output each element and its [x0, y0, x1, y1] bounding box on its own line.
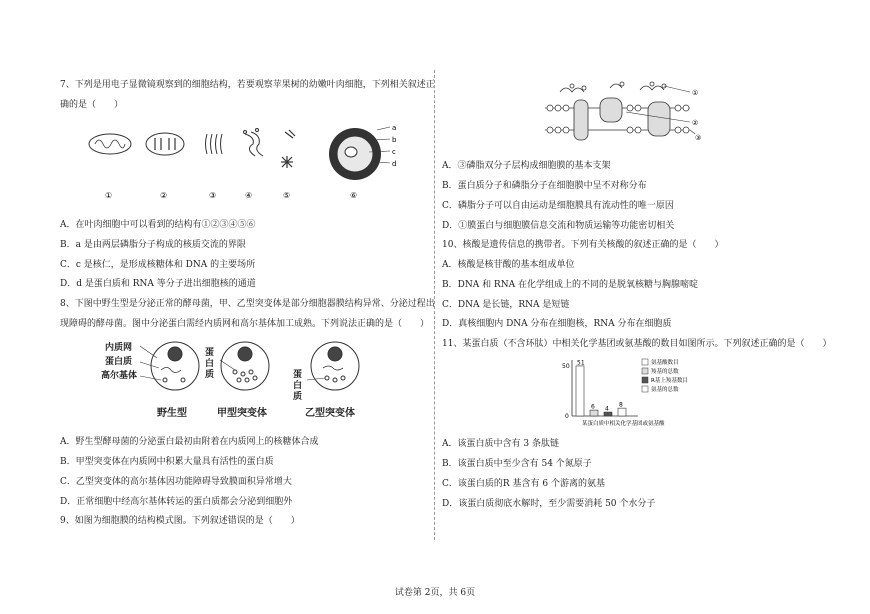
column-divider: [434, 70, 435, 540]
membrane-label-1: ①: [692, 89, 699, 97]
er-shape: [244, 129, 264, 157]
q9-option-d: D．①膜蛋白与细胞膜信息交流和物质运输等功能密切相关: [442, 221, 675, 231]
bar-1: [576, 366, 584, 416]
legend-swatch-3: [642, 377, 648, 383]
label-a: a: [392, 124, 397, 132]
q7-stem-line1: 7、下列是用电子显微镜观察到的细胞结构，若要观察苹果树的幼嫩叶肉细胞，下列相关叙述正: [60, 80, 435, 90]
q10-option-c: C．DNA 是长链，RNA 是短链: [442, 300, 570, 310]
membrane-label-2: ②: [692, 119, 699, 127]
bar-value-label-4: 8: [619, 401, 623, 409]
q11-option-d: D．该蛋白质彻底水解时，至少需要消耗 50 个水分子: [442, 499, 656, 509]
legend-swatch-2: [642, 368, 648, 374]
label-d: d: [392, 160, 397, 168]
fig-golgi-label: 高尔基体: [101, 371, 138, 381]
q8-option-d: D．正常细胞中经高尔基体转运的蛋白质都会分泌到细胞外: [60, 497, 293, 507]
q7-option-b: B．a 是由两层磷脂分子构成的核质交流的界限: [60, 240, 246, 250]
q8-stem-line2: 现障碍的酵母菌。图中分泌蛋白需经内质网和高尔基体加工成熟。下列说法正确的是（ ）: [60, 319, 430, 329]
legend-swatch-1: [642, 359, 648, 365]
q11-option-a: A．该蛋白质中含有 3 条肽链: [442, 439, 559, 449]
q7-organelle-figure: [85, 122, 405, 202]
q9-option-a: A．③磷脂双分子层构成细胞膜的基本支架: [442, 161, 611, 171]
q7-option-c: C．c 是核仁，是形成核糖体和 DNA 的主要场所: [60, 260, 256, 270]
legend-label-2: 羧基的总数: [651, 369, 679, 375]
membrane-proteins: [574, 98, 670, 140]
type-b-cell: [307, 342, 359, 390]
q11-option-c: C．该蛋白质的R 基含有 6 个游离的氨基: [442, 479, 605, 489]
bar-2: [590, 410, 598, 416]
bar-value-label-1: 51: [577, 359, 585, 367]
legend-label-1: 氨基酸数目: [651, 360, 679, 366]
label-c: c: [392, 148, 396, 156]
q11-stem: 11、某蛋白质（不含环肽）中相关化学基团或氨基酸的数目如图所示。下列叙述正确的是（ ）: [442, 339, 832, 349]
q7-option-d: D．d 是蛋白质和 RNA 等分子进出细胞核的通道: [60, 279, 256, 289]
q9-option-b: B．蛋白质分子和磷脂分子在细胞膜中呈不对称分布: [442, 181, 647, 191]
q8-yeast-figure: [95, 340, 395, 422]
chloroplast-shape: [146, 133, 184, 155]
fig-protein-label-b: 蛋白质: [293, 370, 303, 402]
q8-option-a: A．野生型酵母菌的分泌蛋白最初由附着在内质网上的核糖体合成: [60, 437, 319, 447]
q11-option-b: B．该蛋白质中至少含有 54 个氮原子: [442, 459, 592, 469]
fig-type-a-label: 甲型突变体: [217, 408, 267, 419]
q9-option-c: C．磷脂分子可以自由运动是细胞膜具有流动性的唯一原因: [442, 201, 674, 211]
chart-zero: 0: [565, 413, 569, 420]
q8-option-c: C．乙型突变体的高尔基体因功能障碍导致膜面积异常增大: [60, 477, 292, 487]
legend-label-3: R基上羧基数目: [651, 378, 688, 384]
q9-stem: 9、如图为细胞膜的结构模式图。下列叙述错误的是（ ）: [60, 516, 300, 526]
q7-stem-line2: 确的是（ ）: [60, 100, 124, 110]
fig-label-5: ⑤: [283, 191, 291, 200]
q7-option-a: A．在叶肉细胞中可以看到的结构有①②③④⑤⑥: [60, 220, 256, 230]
bar-value-label-2: 6: [591, 403, 595, 411]
legend-swatch-4: [642, 386, 648, 392]
fig-protein-label-a: 蛋白质: [205, 348, 215, 380]
fig-label-6: ⑥: [350, 191, 358, 200]
fig-protein-label: 蛋白质: [105, 357, 133, 367]
chart-x-label: 某蛋白质中相关化学基团或氨基酸: [582, 421, 665, 427]
legend-label-4: 氨基的总数: [651, 387, 679, 393]
wild-type-cell: [140, 342, 199, 390]
q8-stem-line1: 8、下图中野生型是分泌正常的酵母菌，甲、乙型突变体是部分细胞器膜结构异常、分泌过程出: [60, 299, 435, 309]
bar-4: [618, 408, 626, 416]
bar-value-label-3: 4: [605, 405, 609, 413]
q10-option-b: B．DNA 和 RNA 在化学组成上的不同的是脱氧核糖与胸腺嘧啶: [442, 280, 698, 290]
fig-label-1: ①: [105, 191, 113, 200]
q10-stem: 10、核酸是遗传信息的携带者。下列有关核酸的叙述正确的是（ ）: [442, 240, 724, 250]
fig-wild-label: 野生型: [157, 408, 187, 419]
type-a-cell: [220, 342, 269, 390]
fig-type-b-label: 乙型突变体: [305, 408, 355, 419]
fig-label-2: ②: [160, 191, 168, 200]
membrane-label-3: ③: [695, 134, 702, 142]
q10-option-d: D．真核细胞内 DNA 分布在细胞核，RNA 分布在细胞质: [442, 319, 672, 329]
label-b: b: [392, 136, 397, 144]
q11-bar-chart: [562, 356, 722, 428]
fig-er-label: 内质网: [105, 343, 133, 353]
bar-3: [604, 412, 612, 416]
chart-y-tick: 50: [562, 363, 570, 370]
fig-label-4: ④: [245, 191, 253, 200]
page-footer: 试卷第 2页，共 6页: [394, 588, 476, 598]
q10-option-a: A．核酸是核苷酸的基本组成单位: [442, 260, 575, 270]
q9-membrane-figure: [540, 78, 710, 148]
fig-label-3: ③: [209, 191, 217, 200]
golgi-shape: [206, 134, 223, 154]
centriole-shape: [281, 130, 295, 168]
q8-option-b: B．甲型突变体在内质网中积累大量具有活性的蛋白质: [60, 457, 274, 467]
